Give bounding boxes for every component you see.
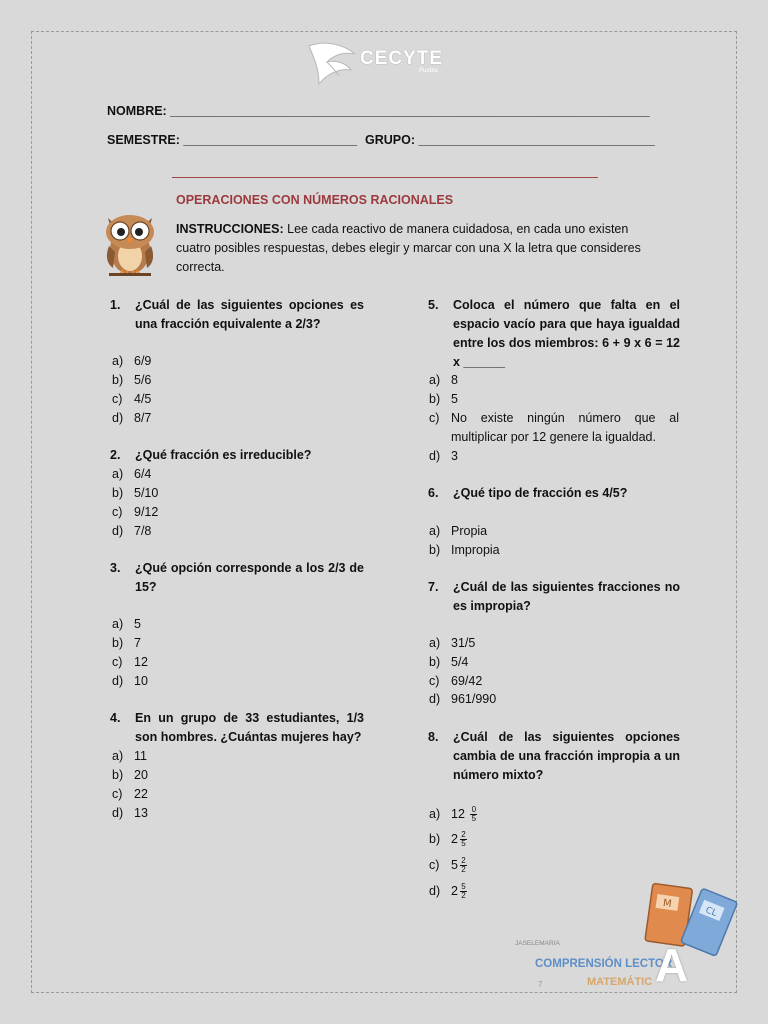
option-letter: c) <box>429 411 440 425</box>
mixed-whole: 2 <box>451 832 458 846</box>
question-1 <box>110 296 364 334</box>
option-letter: d) <box>429 692 441 706</box>
option-1b[interactable] <box>112 371 151 390</box>
option-8c[interactable] <box>429 856 467 875</box>
option-text: 20 <box>134 768 148 782</box>
option-letter: a) <box>112 617 124 631</box>
fraction-denominator: 5 <box>471 814 477 823</box>
option-text: 11 <box>134 749 147 763</box>
brand-line-1: COMPRENSIÓN LECTOR <box>535 958 673 970</box>
question-3 <box>110 559 364 597</box>
instructions-label: INSTRUCCIONES: <box>176 222 284 236</box>
question-text: ¿Qué opción corresponde a los 2/3 de 15? <box>135 561 364 594</box>
logo-text: CECYTE <box>360 48 444 69</box>
option-text: 5/6 <box>134 373 152 387</box>
option-2d[interactable] <box>112 522 151 541</box>
option-text: 961/990 <box>451 692 497 706</box>
fraction-numerator: 2 <box>461 830 466 839</box>
option-letter: b) <box>112 636 124 650</box>
mixed-number <box>451 805 477 824</box>
option-letter: a) <box>112 467 124 481</box>
option-letter: a) <box>429 636 441 650</box>
option-letter: b) <box>112 373 124 387</box>
fraction-denominator: 2 <box>461 865 466 874</box>
option-text: 5 <box>134 617 141 631</box>
option-letter: d) <box>112 411 124 425</box>
option-letter: c) <box>429 858 440 872</box>
option-letter: d) <box>112 524 124 538</box>
question-text: ¿Cuál de las siguientes opciones es una fracción equivalente a 2/3? <box>135 298 364 331</box>
option-7d[interactable] <box>429 690 496 709</box>
question-number: 2. <box>110 448 121 462</box>
question-number: 3. <box>110 561 121 575</box>
mixed-number <box>451 830 467 849</box>
option-text: Impropia <box>451 543 500 557</box>
option-1d[interactable] <box>112 409 151 428</box>
option-8b[interactable] <box>429 830 467 849</box>
question-number: 6. <box>428 486 439 500</box>
question-text: ¿Qué tipo de fracción es 4/5? <box>453 486 628 500</box>
logo-subtitle: Puebla <box>419 68 438 74</box>
question-text: En un grupo de 33 estudiantes, 1/3 son hombres. ¿Cuántas mujeres hay? <box>135 711 364 744</box>
option-text: 6/9 <box>134 354 152 368</box>
option-text: 7 <box>134 636 141 650</box>
option-text: 10 <box>134 674 148 688</box>
mixed-number <box>451 856 467 875</box>
option-text: 5/4 <box>451 655 469 669</box>
brand-line-2: MATEMÁTIC <box>587 976 653 988</box>
option-text: 8/7 <box>134 411 152 425</box>
option-1c[interactable] <box>112 390 151 409</box>
name-field[interactable]: NOMBRE: _____________________________________________________________________ <box>107 104 650 118</box>
option-6a[interactable] <box>429 522 487 541</box>
fraction <box>460 883 467 900</box>
option-4b[interactable] <box>112 766 148 785</box>
question-number: 7. <box>428 580 439 594</box>
option-letter: c) <box>112 392 123 406</box>
fraction-numerator: 2 <box>461 856 466 865</box>
option-3a[interactable] <box>112 615 141 634</box>
option-letter: a) <box>429 524 441 538</box>
option-text: 5/10 <box>134 486 159 500</box>
option-2b[interactable] <box>112 484 158 503</box>
option-3c[interactable] <box>112 653 148 672</box>
brand-letter: A <box>655 939 689 991</box>
option-2c[interactable] <box>112 503 158 522</box>
option-letter: d) <box>112 806 124 820</box>
divider <box>172 177 598 178</box>
mixed-whole: 2 <box>451 884 458 898</box>
fraction-denominator: 5 <box>461 839 466 848</box>
option-5b[interactable] <box>429 390 458 409</box>
option-text: 7/8 <box>134 524 152 538</box>
option-5d[interactable] <box>429 447 458 466</box>
owl-icon <box>103 210 157 276</box>
group-field[interactable]: GRUPO: __________________________________ <box>365 133 655 147</box>
option-5a[interactable] <box>429 371 458 390</box>
option-8a[interactable] <box>429 805 477 824</box>
option-letter: c) <box>429 674 440 688</box>
question-number: 8. <box>428 730 439 744</box>
option-text: 9/12 <box>134 505 159 519</box>
question-7 <box>428 578 680 616</box>
option-text: No existe ningún número que al multiplicar por 12 genere la igualdad. <box>451 411 679 444</box>
option-text: Propia <box>451 524 488 538</box>
fraction <box>460 831 467 848</box>
question-number: 4. <box>110 711 121 725</box>
option-letter: b) <box>429 832 441 846</box>
question-8 <box>428 728 680 785</box>
option-4a[interactable] <box>112 747 147 766</box>
question-text: ¿Qué fracción es irreducible? <box>135 448 312 462</box>
option-text: 4/5 <box>134 392 152 406</box>
section-title: OPERACIONES CON NÚMEROS RACIONALES <box>176 193 454 207</box>
question-text: Coloca el número que falta en el espacio vacío para que haya igualdad entre los dos miembros: 6 + 9 x 6 = 12 x ______ <box>453 298 680 369</box>
page-number: 7 <box>538 980 543 989</box>
option-letter: a) <box>429 807 441 821</box>
option-text: 5 <box>451 392 458 406</box>
option-4c[interactable] <box>112 785 148 804</box>
semester-field[interactable]: SEMESTRE: _________________________ <box>107 133 358 147</box>
option-letter: d) <box>112 674 124 688</box>
option-7c[interactable] <box>429 672 482 691</box>
option-letter: b) <box>429 543 441 557</box>
question-6 <box>428 484 680 503</box>
brand-small-text: JASELEMARIA <box>515 940 560 947</box>
option-text: 8 <box>451 373 458 387</box>
mixed-whole: 12 <box>451 807 465 821</box>
bird-logo-icon <box>305 40 365 86</box>
svg-text:CL: CL <box>703 905 719 919</box>
instructions-text: Lee cada reactivo de manera cuidadosa, en cada uno existen cuatro posibles respuestas, debes elegir y marcar con una X la letra que consideres correcta. <box>176 222 641 274</box>
option-3d[interactable] <box>112 672 148 691</box>
cecyte-logo <box>305 40 455 86</box>
option-letter: c) <box>112 655 123 669</box>
option-letter: d) <box>429 449 441 463</box>
option-letter: a) <box>112 354 124 368</box>
question-2 <box>110 446 364 465</box>
option-letter: a) <box>429 373 441 387</box>
option-8d[interactable] <box>429 882 467 901</box>
question-number: 1. <box>110 298 121 312</box>
option-letter: c) <box>112 787 123 801</box>
option-4d[interactable] <box>112 804 148 823</box>
option-letter: d) <box>429 884 441 898</box>
question-text: ¿Cuál de las siguientes fracciones no es impropia? <box>453 580 680 613</box>
option-letter: b) <box>429 655 441 669</box>
fraction <box>460 857 467 874</box>
question-text: ¿Cuál de las siguientes opciones cambia de una fracción impropia a un número mixto? <box>453 730 680 782</box>
fraction-numerator: 5 <box>461 882 466 891</box>
option-text: 12 <box>134 655 148 669</box>
option-6b[interactable] <box>429 541 500 560</box>
option-text: 31/5 <box>451 636 476 650</box>
option-text: 69/42 <box>451 674 483 688</box>
svg-text:M: M <box>662 897 673 911</box>
option-letter: a) <box>112 749 124 763</box>
footer-branding <box>515 880 740 990</box>
option-text: 3 <box>451 449 458 463</box>
option-5c[interactable] <box>429 409 679 447</box>
mixed-number <box>451 882 467 901</box>
option-letter: b) <box>112 486 124 500</box>
option-2a[interactable] <box>112 465 151 484</box>
option-text: 22 <box>134 787 148 801</box>
question-4 <box>110 709 364 747</box>
fraction-denominator: 2 <box>461 891 466 900</box>
option-text: 6/4 <box>134 467 152 481</box>
option-letter: c) <box>112 505 123 519</box>
option-7b[interactable] <box>429 653 468 672</box>
fraction <box>470 806 477 823</box>
option-text: 13 <box>134 806 148 820</box>
instructions <box>176 220 666 277</box>
fraction-numerator: 0 <box>471 805 477 814</box>
question-number: 5. <box>428 298 439 312</box>
option-letter: b) <box>112 768 124 782</box>
option-7a[interactable] <box>429 634 475 653</box>
option-letter: b) <box>429 392 441 406</box>
option-3b[interactable] <box>112 634 141 653</box>
mixed-whole: 5 <box>451 858 458 872</box>
question-5 <box>428 296 680 372</box>
option-1a[interactable] <box>112 352 151 371</box>
